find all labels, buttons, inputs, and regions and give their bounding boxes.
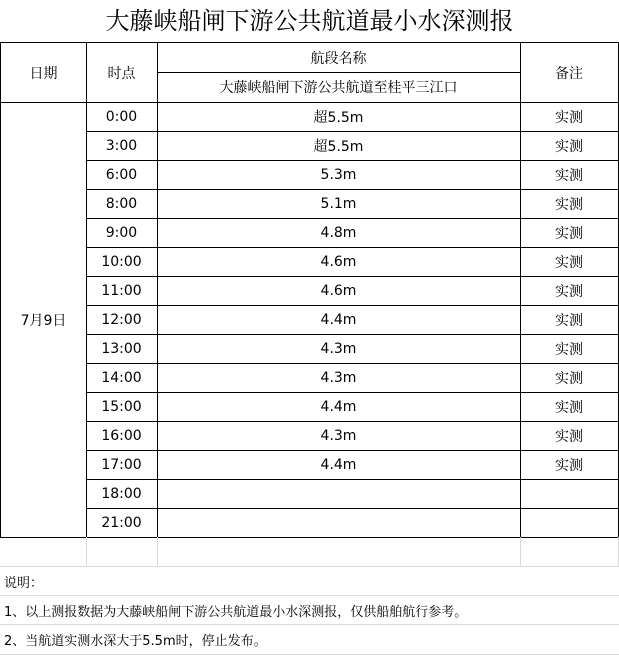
time-cell: 21:00	[86, 508, 158, 538]
time-cell: 10:00	[86, 247, 158, 277]
depth-cell	[157, 508, 521, 538]
note-item-2: 2、当航道实测水深大于5.5m时，停止发布。	[0, 625, 619, 655]
depth-cell: 超5.5m	[157, 131, 521, 161]
depth-cell: 4.6m	[157, 276, 521, 306]
depth-cell: 5.1m	[157, 189, 521, 219]
blank-cell	[157, 537, 521, 567]
remark-cell: 实测	[520, 131, 619, 161]
remark-cell: 实测	[520, 421, 619, 451]
header-remark: 备注	[520, 42, 619, 103]
time-cell: 14:00	[86, 363, 158, 393]
depth-cell: 4.4m	[157, 450, 521, 480]
remark-cell: 实测	[520, 218, 619, 248]
time-cell: 16:00	[86, 421, 158, 451]
blank-cell	[86, 537, 158, 567]
remark-cell: 实测	[520, 247, 619, 277]
remark-cell	[520, 479, 619, 509]
blank-cell	[0, 537, 87, 567]
depth-cell: 4.4m	[157, 305, 521, 335]
note-item-1: 1、以上测报数据为大藤峡船闸下游公共航道最小水深测报，仅供船舶航行参考。	[0, 596, 619, 625]
depth-cell: 4.3m	[157, 334, 521, 364]
remark-cell: 实测	[520, 334, 619, 364]
time-cell: 13:00	[86, 334, 158, 364]
remark-cell: 实测	[520, 450, 619, 480]
remark-cell: 实测	[520, 392, 619, 422]
time-cell: 8:00	[86, 189, 158, 219]
depth-cell: 4.6m	[157, 247, 521, 277]
depth-cell: 4.4m	[157, 392, 521, 422]
report-title: 大藤峡船闸下游公共航道最小水深测报	[105, 7, 514, 35]
depth-cell: 4.8m	[157, 218, 521, 248]
time-cell: 6:00	[86, 160, 158, 190]
depth-cell: 5.3m	[157, 160, 521, 190]
remark-cell	[520, 508, 619, 538]
remark-cell: 实测	[520, 160, 619, 190]
time-cell: 12:00	[86, 305, 158, 335]
remark-cell: 实测	[520, 276, 619, 306]
time-cell: 9:00	[86, 218, 158, 248]
remark-cell: 实测	[520, 305, 619, 335]
time-cell: 18:00	[86, 479, 158, 509]
time-cell: 0:00	[86, 102, 158, 132]
time-cell: 17:00	[86, 450, 158, 480]
depth-cell: 4.3m	[157, 363, 521, 393]
depth-cell: 4.3m	[157, 421, 521, 451]
depth-cell: 超5.5m	[157, 102, 521, 132]
time-cell: 3:00	[86, 131, 158, 161]
time-cell: 11:00	[86, 276, 158, 306]
blank-cell	[520, 537, 619, 567]
remark-cell: 实测	[520, 363, 619, 393]
remark-cell: 实测	[520, 102, 619, 132]
notes-label: 说明：	[0, 567, 619, 596]
header-segment-name: 大藤峡船闸下游公共航道至桂平三江口	[157, 72, 521, 103]
header-time: 时点	[86, 42, 158, 103]
date-cell: 7月9日	[0, 102, 87, 538]
remark-cell: 实测	[520, 189, 619, 219]
header-segment-group: 航段名称	[157, 42, 521, 73]
header-date: 日期	[0, 42, 87, 103]
depth-cell	[157, 479, 521, 509]
time-cell: 15:00	[86, 392, 158, 422]
